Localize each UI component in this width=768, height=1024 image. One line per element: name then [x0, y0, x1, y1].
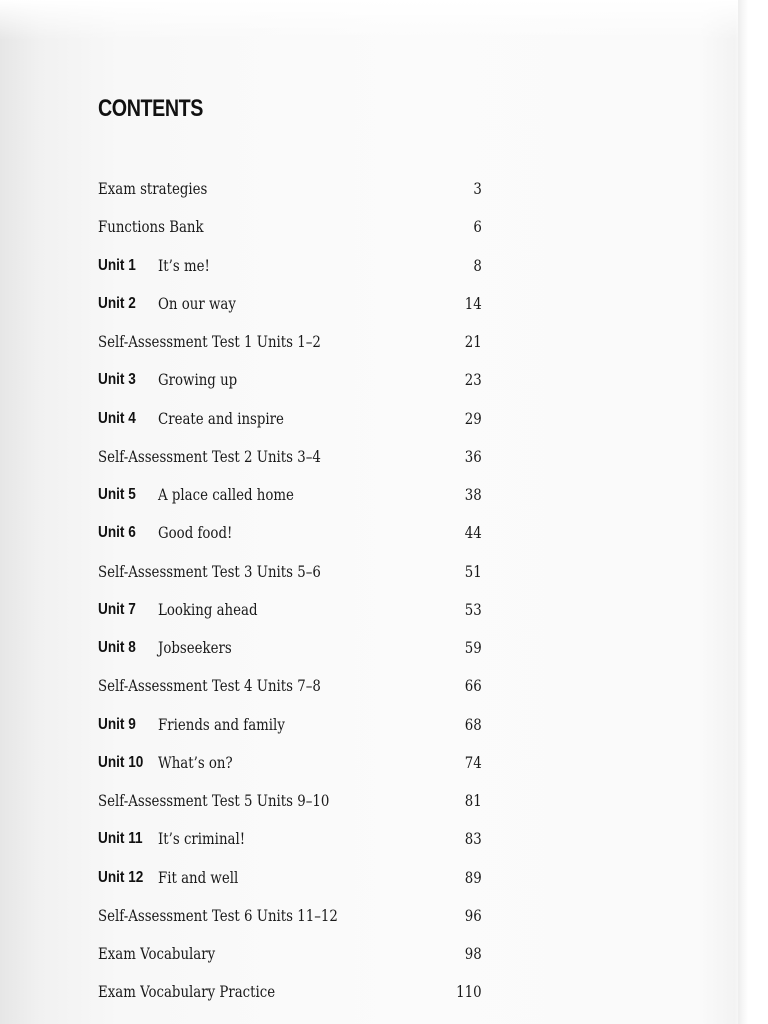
toc-page-number: 96 — [465, 906, 482, 925]
toc-entry-title: Growing up — [158, 371, 238, 390]
toc-entry — [98, 476, 484, 514]
toc-entry-title: Self-Assessment Test 6 Units 11–12 — [98, 906, 338, 925]
toc-entry-title: Self-Assessment Test 5 Units 9–10 — [98, 792, 330, 810]
toc-unit-label: Unit 12 — [98, 868, 144, 886]
toc-page-number: 59 — [465, 639, 482, 657]
toc-page-number: 89 — [465, 868, 482, 887]
toc-entry-title: Self-Assessment Test 4 Units 7–8 — [98, 677, 321, 696]
toc-page-number: 29 — [465, 409, 482, 428]
toc-page-number: 53 — [465, 600, 482, 619]
toc-unit-label: Unit 7 — [98, 600, 136, 618]
toc-entry-title: What’s on? — [158, 753, 233, 772]
toc-page-number: 38 — [465, 486, 482, 504]
toc-page-number: 21 — [465, 333, 482, 351]
toc-unit-label: Unit 9 — [98, 715, 136, 733]
toc-unit-label: Unit 11 — [98, 830, 143, 848]
toc-entry — [98, 208, 484, 246]
toc-entry-title: A place called home — [158, 486, 294, 504]
toc-entry — [98, 935, 484, 973]
toc-page-number: 68 — [465, 715, 482, 734]
toc-page-number: 98 — [465, 945, 482, 963]
toc-entry — [98, 782, 484, 820]
toc-entry — [98, 897, 484, 935]
toc-entry — [98, 400, 484, 438]
toc-entry — [98, 285, 484, 323]
toc-page-number: 14 — [465, 294, 482, 313]
toc-entry — [98, 247, 484, 285]
toc-entry-title: It’s criminal! — [158, 830, 246, 849]
toc-unit-label: Unit 5 — [98, 486, 136, 503]
toc-entry-title: Self-Assessment Test 3 Units 5–6 — [98, 562, 321, 581]
toc-page-number: 110 — [456, 983, 482, 1002]
toc-entry — [98, 820, 484, 858]
toc-page-number: 66 — [465, 677, 482, 696]
toc-page-number: 23 — [465, 371, 482, 390]
toc-page-number: 83 — [465, 830, 482, 849]
toc-page-number: 51 — [465, 562, 482, 581]
toc-entry-title: Good food! — [158, 524, 233, 543]
toc-unit-label: Unit 3 — [98, 371, 136, 389]
toc-page-number: 8 — [473, 256, 482, 275]
toc-entry-title: Friends and family — [158, 715, 285, 734]
toc-entry-title: Exam strategies — [98, 180, 208, 198]
toc-entry — [98, 553, 484, 591]
toc-entry-title: It’s me! — [158, 256, 210, 275]
toc-entry-title: Functions Bank — [98, 218, 204, 237]
page-right-edge — [738, 0, 768, 1024]
toc-entry-title: Exam Vocabulary — [98, 945, 216, 963]
toc-entry-title: Jobseekers — [158, 639, 232, 657]
toc-unit-label: Unit 4 — [98, 409, 136, 427]
toc-entry — [98, 361, 484, 399]
toc-unit-label: Unit 10 — [98, 753, 144, 771]
table-of-contents — [98, 170, 484, 1012]
toc-entry — [98, 859, 484, 897]
toc-entry — [98, 629, 484, 667]
toc-entry — [98, 706, 484, 744]
toc-entry — [98, 514, 484, 552]
toc-page-number: 3 — [473, 180, 482, 198]
toc-page-number: 74 — [465, 753, 482, 772]
toc-entry — [98, 591, 484, 629]
toc-entry-title: Self-Assessment Test 1 Units 1–2 — [98, 333, 321, 351]
toc-entry — [98, 744, 484, 782]
toc-entry — [98, 667, 484, 705]
toc-entry-title: Self-Assessment Test 2 Units 3–4 — [98, 447, 321, 466]
toc-entry-title: Looking ahead — [158, 600, 258, 619]
toc-page-number: 36 — [465, 447, 482, 466]
toc-entry — [98, 170, 484, 208]
toc-page-number: 81 — [465, 792, 482, 810]
toc-page-number: 44 — [465, 524, 482, 543]
toc-entry-title: On our way — [158, 294, 236, 313]
toc-entry — [98, 323, 484, 361]
toc-entry — [98, 438, 484, 476]
page-top-shading — [0, 0, 740, 40]
page-title: CONTENTS — [98, 95, 203, 122]
toc-entry-title: Fit and well — [158, 868, 239, 887]
toc-entry — [98, 973, 484, 1011]
toc-unit-label: Unit 1 — [98, 256, 136, 274]
toc-unit-label: Unit 2 — [98, 294, 136, 312]
toc-entry-title: Exam Vocabulary Practice — [98, 983, 276, 1002]
toc-page-number: 6 — [473, 218, 482, 237]
toc-unit-label: Unit 8 — [98, 639, 136, 656]
toc-entry-title: Create and inspire — [158, 409, 284, 428]
toc-unit-label: Unit 6 — [98, 524, 136, 542]
